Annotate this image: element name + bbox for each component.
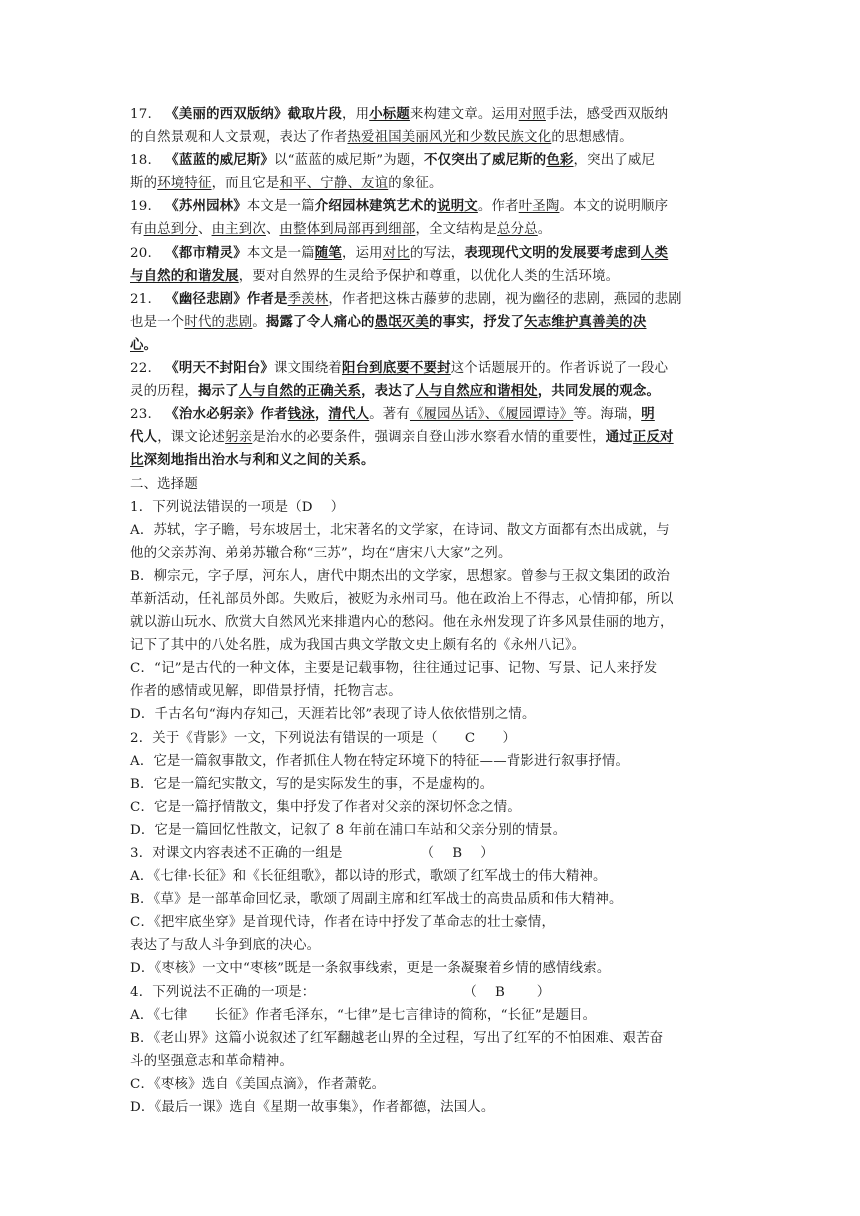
q19-text: ，全文结构是	[415, 222, 497, 238]
q23-text: 代人	[130, 429, 158, 446]
q21-line-1	[130, 288, 730, 311]
section-heading: 二、选择题	[130, 476, 198, 492]
q18-number: 18.	[130, 153, 152, 169]
q17-text: 的自然景观和人文景观，表达了作者	[130, 130, 348, 146]
q20-line-1	[130, 242, 730, 265]
q17-underlined-key: 热爱祖国美丽风光和少数民族文化	[347, 130, 552, 146]
q21-text: 的事实，抒发了	[429, 313, 525, 330]
q19-number: 19.	[130, 199, 152, 215]
q20-line-2	[130, 265, 730, 288]
mc1-option-d: D．千古名句“海内存知己，天涯若比邻”表现了诗人依依惜别之情。	[130, 707, 536, 723]
q20-text: 本文是一篇	[246, 245, 315, 261]
mc1-option-a: 他的父亲苏洵、弟弟苏辙合称“三苏”，均在“唐宋八大家”之列。	[130, 545, 512, 561]
q17-text: 的思想感情。	[551, 130, 633, 146]
q19-text: 。作者	[477, 199, 519, 215]
q23-underlined-key: 《履园丛话》、《履园谭诗》	[409, 407, 574, 423]
q20-text: 表现现代文明的发展要考虑到	[464, 244, 642, 261]
mc1-option-c: 作者的感情或见解，即借景抒情，托物言志。	[130, 684, 402, 700]
mc1-option-b: B．柳宗元，字子厚，河东人，唐代中期杰出的文学家，思想家。曾参与王叔文集团的政治	[130, 568, 671, 584]
mc4-stem: 4．下列说法不正确的一项是：	[130, 984, 316, 1000]
q23-underlined-key: 躬亲	[225, 430, 253, 446]
q19-text: 、	[197, 222, 212, 238]
mc1-option-b: 革新活动，任礼部员外郎。失败后，被贬为永州司马。他在政治上不得志，心情抑郁，所以	[130, 591, 674, 607]
mc3-option-c: C．《把牢底坐穿》是首现代诗，作者在诗中抒发了革命志的壮士豪情，	[130, 915, 556, 931]
mc2-option-c: C．它是一篇抒情散文，集中抒发了作者对父亲的深切怀念之情。	[130, 799, 521, 815]
mc3-answer: （ B ）	[420, 846, 494, 861]
q23-text: 等。海瑞，	[573, 407, 642, 423]
q18-line-1	[130, 149, 730, 172]
q17-text: 截取片段	[287, 106, 342, 122]
q18-text: 不仅突出了威尼斯的	[424, 152, 547, 169]
q21-line-2	[130, 311, 730, 334]
mc1-option-c: C．“记”是古代的一种文体，主要是记载事物，往往通过记事、记物、写景、记人来抒发	[130, 661, 658, 677]
q22-text: 课文围绕着	[274, 361, 342, 377]
q18-text: 以“蓝蓝的威尼斯”为题，	[274, 153, 425, 169]
q19-underlined-key: 总分总	[496, 222, 538, 238]
q19-text: 。	[537, 222, 552, 238]
mc1-option-b: 就以游山玩水、欣赏大自然风光来排遣内心的愁闷。他在永州发现了许多风景佳丽的地方，	[130, 615, 674, 631]
mc4-option-a: A．《七律 长征》作者毛泽东，“七律”是七言律诗的简称，“长征”是题目。	[130, 1007, 597, 1023]
q22-line-2	[130, 380, 730, 403]
q18-text: 斯的	[130, 176, 158, 192]
q21-underlined-key: 时代的悲剧	[184, 314, 253, 330]
q18-text: ，突出了威尼	[573, 153, 656, 169]
q23-text: 。著有	[369, 407, 410, 423]
q23-title: 《治水必躬亲》	[165, 406, 261, 423]
q21-text: 。	[143, 336, 158, 353]
q19-text: 。本文的说明顺序	[559, 199, 669, 215]
q21-number: 21.	[130, 291, 152, 307]
q21-underlined-key: 季羡林	[287, 291, 329, 307]
q17-text: 手法，感受西双版纳	[545, 107, 669, 122]
q19-underlined-key: 叶圣陶	[518, 199, 560, 215]
q23-underlined-key: 比	[130, 452, 144, 469]
mc3-option-d: D．《枣核》一文中“枣核”既是一条叙事线索，更是一条凝聚着乡情的感情线索。	[130, 961, 611, 977]
q23-text: ，	[314, 406, 329, 423]
mc3-stem: 3．对课文内容表述不正确的一组是	[130, 846, 343, 861]
q22-number: 22.	[130, 361, 152, 377]
mc4-option-c: C．《枣核》选自《美国点滴》，作者萧乾。	[130, 1076, 386, 1092]
q20-text: 的写法，	[409, 245, 465, 261]
q20-underlined-key: 随笔	[314, 244, 342, 261]
mc3-stem-line	[130, 842, 730, 865]
q21-underlined-key: 愚氓灭美	[374, 313, 430, 330]
q18-underlined-key: 色彩	[546, 152, 574, 169]
q18-line-2	[130, 172, 730, 195]
q22-title: 《明天不封阳台》	[165, 360, 275, 377]
q21-text: 作者是	[246, 290, 288, 307]
mc2-option-a: A．它是一篇叙事散文，作者抓住人物在特定环境下的特征——背影进行叙事抒情。	[130, 753, 630, 769]
mc3-option-b: B．《草》是一部革命回忆录，歌颂了周副主席和红军战士的高贵品质和伟大精神。	[130, 892, 623, 908]
q17-number: 17.	[130, 107, 152, 122]
mc1-option-b: 记下了其中的八处名胜，成为我国古典文学散文史上颇有名的《永州八记》。	[130, 638, 586, 654]
q20-title: 《都市精灵》	[165, 244, 247, 261]
mc4-option-b: B．《老山界》这篇小说叙述了红军翻越老山界的全过程，写出了红军的不怕困难、艰苦奋	[130, 1030, 664, 1046]
q19-title: 《苏州园林》	[165, 198, 247, 215]
q22-underlined-key: 阳台到底要不要封	[341, 360, 451, 377]
q23-text: 作者	[260, 406, 288, 423]
q23-underlined-key: 清代人	[328, 406, 370, 423]
q21-text: 。	[252, 314, 266, 330]
q23-text: 是治水的必要条件，强调亲自登山涉水察看水情的重要性，	[252, 430, 606, 446]
q23-line-2	[130, 426, 730, 449]
q18-underlined-key: 环境特征	[157, 176, 212, 192]
mc2-option-b: B．它是一篇纪实散文，写的是实际发生的事，不是虚构的。	[130, 776, 494, 792]
q19-underlined-key: 由整体到局部再到细部	[279, 222, 416, 238]
q23-underlined-key: 钱泳	[287, 406, 315, 423]
q20-underlined-key: 对比	[382, 245, 410, 261]
q23-line-1	[130, 403, 730, 426]
q22-underlined-key: 人与自然应和谐相处	[415, 383, 538, 400]
q22-text: 灵的历程，	[130, 384, 198, 400]
mc1-stem: 1．下列说法错误的一项是（D ）	[130, 499, 345, 515]
q19-text: 有	[130, 222, 144, 238]
q22-text: 揭示了	[197, 383, 239, 400]
q19-line-1	[130, 195, 730, 218]
q19-line-2	[130, 218, 730, 241]
q23-underlined-key: 正反对	[632, 429, 674, 446]
mc4-option-b: 斗的坚强意志和革命精神。	[130, 1053, 294, 1069]
q19-text: 、	[265, 222, 280, 238]
mc4-stem-line	[130, 981, 730, 1004]
q17-line-2	[130, 126, 730, 149]
q23-text: ，课文论述	[157, 430, 226, 446]
q19-text: 本文是一篇	[246, 199, 315, 215]
q18-underlined-key: 和平、宁静、友谊	[279, 176, 389, 192]
q22-text: 这个话题展开的。作者诉说了一段心	[450, 361, 669, 377]
q22-text: ，共同发展的观念。	[537, 383, 661, 400]
q21-text: ，作者把这株古藤萝的悲剧，视为幽径的悲剧，燕园的悲剧	[328, 291, 682, 307]
q20-number: 20.	[130, 245, 152, 261]
q21-underlined-key: 矢志维护真善美的决	[524, 313, 647, 330]
mc3-option-c: 表达了与敌人斗争到底的决心。	[130, 938, 321, 954]
document-body	[130, 103, 730, 1119]
mc4-answer: （ B ）	[463, 984, 551, 1000]
mc2-option-d: D．它是一篇回忆性散文，记叙了 8 年前在浦口车站和父亲分别的情景。	[130, 822, 567, 838]
q17-line-1	[130, 103, 730, 126]
q19-underlined-key: 由总到分	[143, 222, 198, 238]
q17-text: ，用	[342, 107, 370, 122]
q21-text: 也是一个	[130, 314, 185, 330]
q21-underlined-key: 心	[130, 336, 144, 353]
q18-text: 的象征。	[388, 176, 443, 192]
q20-underlined-key: 人类	[641, 244, 669, 261]
q23-text: 通过	[605, 429, 633, 446]
mc2-stem: 2．关于《背影》一文，下列说法有错误的一项是（ C ）	[130, 730, 517, 746]
q23-number: 23.	[130, 407, 152, 423]
q17-underlined-key: 小标题	[369, 106, 410, 122]
q20-text: ，运用	[341, 245, 383, 261]
q17-title: 《美丽的西双版纳》	[165, 106, 288, 122]
mc1-option-a: A．苏轼，字子瞻，号东坡居士，北宋著名的文学家，在诗词、散文方面都有杰出成就，与	[130, 522, 670, 538]
q18-title: 《蓝蓝的威尼斯》	[165, 152, 275, 169]
mc3-option-a: A．《七律·长征》和《长征组歌》，都以诗的形式，歌颂了红军战士的伟大精神。	[130, 869, 607, 885]
q23-underlined-key: 明	[641, 406, 655, 423]
q22-line-1	[130, 357, 730, 380]
q21-text: 揭露了令人痛心的	[265, 313, 375, 330]
q19-text: 介绍园林建筑艺术的	[314, 198, 438, 215]
q22-text: ，表达了	[361, 383, 416, 400]
q21-line-3	[130, 334, 730, 357]
q22-underlined-key: 人与自然的正确关系	[238, 383, 362, 400]
q17-underlined-key: 对照	[518, 107, 546, 122]
mc4-option-d: D．《最后一课》选自《星期一故事集》，作者都德，法国人。	[130, 1100, 495, 1116]
q17-text: 来构建文章。运用	[409, 107, 519, 122]
q21-title: 《幽径悲剧》	[165, 290, 247, 307]
q19-underlined-key: 由主到次	[211, 222, 266, 238]
q23-line-3	[130, 449, 730, 472]
q19-underlined-key: 说明文	[437, 198, 478, 215]
q20-text: ，要对自然界的生灵给予保护和尊重，以优化人类的生活环境。	[238, 268, 620, 284]
q20-underlined-key: 与自然的和谐发展	[130, 267, 239, 284]
q23-text: 深刻地指出治水与利和义之间的关系。	[143, 452, 375, 469]
q18-text: ，而且它是	[211, 176, 280, 192]
